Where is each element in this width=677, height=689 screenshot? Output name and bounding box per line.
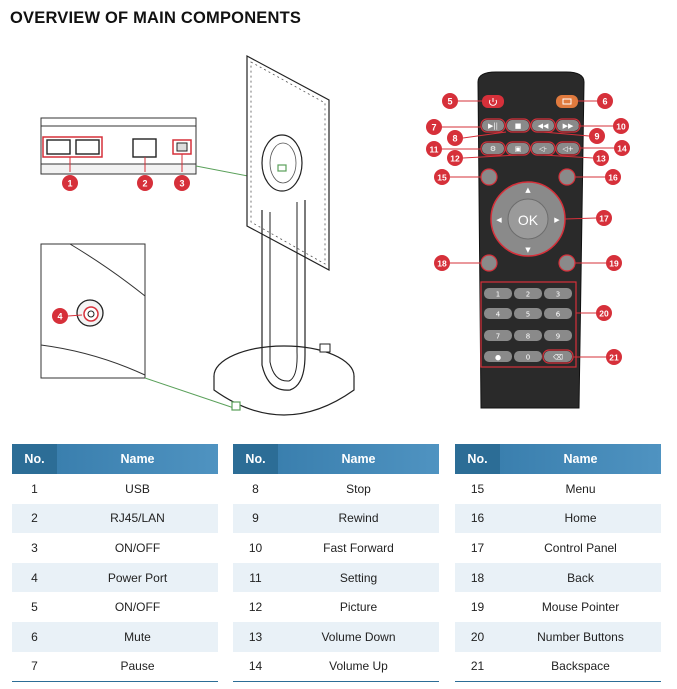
row-name: ON/OFF <box>57 592 218 622</box>
callout-15 <box>434 169 450 185</box>
row-name: Pause <box>57 652 218 682</box>
callout-10 <box>613 118 629 134</box>
svg-text:●: ● <box>494 353 502 362</box>
table-row <box>455 533 661 563</box>
column-header-no: No. <box>455 444 500 474</box>
callout-21 <box>606 349 622 365</box>
svg-text:▼: ▼ <box>525 246 531 254</box>
row-name: Number Buttons <box>500 622 661 652</box>
callout-7 <box>426 119 442 135</box>
table-row <box>233 563 439 593</box>
svg-text:18: 18 <box>437 258 447 269</box>
table-row <box>233 474 439 504</box>
row-number: 1 <box>12 474 57 504</box>
table-row <box>233 533 439 563</box>
svg-text:19: 19 <box>609 258 619 269</box>
remote-control <box>478 72 584 408</box>
callout-20 <box>596 305 612 321</box>
row-number: 12 <box>233 592 278 622</box>
callout-9 <box>589 128 605 144</box>
table-row <box>455 474 661 504</box>
svg-text:1: 1 <box>67 178 73 189</box>
svg-text:◀: ◀ <box>496 216 502 224</box>
svg-text:0: 0 <box>525 353 531 362</box>
row-name: Home <box>500 504 661 534</box>
row-number: 14 <box>233 652 278 682</box>
table-row <box>12 563 218 593</box>
row-number: 3 <box>12 533 57 563</box>
svg-text:◁-: ◁- <box>539 145 547 153</box>
row-name: Volume Up <box>278 652 439 682</box>
row-name: Control Panel <box>500 533 661 563</box>
table-row <box>12 533 218 563</box>
table-row <box>233 622 439 652</box>
svg-text:▣: ▣ <box>514 145 522 153</box>
row-name: ON/OFF <box>57 533 218 563</box>
row-name: Stop <box>278 474 439 504</box>
row-number: 9 <box>233 504 278 534</box>
svg-text:21: 21 <box>609 352 619 363</box>
svg-text:7: 7 <box>431 122 437 133</box>
row-name: Power Port <box>57 563 218 593</box>
rj45-port <box>133 139 156 157</box>
callout-2 <box>137 175 153 191</box>
table-row <box>233 652 439 682</box>
table-row <box>233 592 439 622</box>
components-table-2 <box>233 444 439 682</box>
svg-text:2: 2 <box>142 178 148 189</box>
svg-text:17: 17 <box>599 213 609 224</box>
table-row <box>455 592 661 622</box>
callout-17 <box>596 210 612 226</box>
svg-text:5: 5 <box>525 310 531 319</box>
svg-text:6: 6 <box>602 96 608 107</box>
svg-text:4: 4 <box>495 310 501 319</box>
row-name: Volume Down <box>278 622 439 652</box>
callout-1 <box>62 175 78 191</box>
svg-text:14: 14 <box>617 143 627 154</box>
row-name: Fast Forward <box>278 533 439 563</box>
callout-3 <box>174 175 190 191</box>
row-name: RJ45/LAN <box>57 504 218 534</box>
row-number: 21 <box>455 652 500 682</box>
svg-text:▶: ▶ <box>554 216 560 224</box>
svg-text:▶▶: ▶▶ <box>562 122 574 130</box>
port-panel-closeup <box>41 118 196 174</box>
callout-11 <box>426 141 442 157</box>
remote-menu-button <box>481 169 497 185</box>
svg-text:▲: ▲ <box>525 186 531 194</box>
svg-text:9: 9 <box>594 131 600 142</box>
svg-text:7: 7 <box>495 332 501 341</box>
table-row <box>233 504 439 534</box>
svg-text:⚙: ⚙ <box>489 145 497 153</box>
table-row <box>12 474 218 504</box>
remote-pointer-button <box>559 255 575 271</box>
column-header-name: Name <box>57 444 218 474</box>
remote-back-button <box>481 255 497 271</box>
row-name: Menu <box>500 474 661 504</box>
table-row <box>12 504 218 534</box>
table-row <box>455 563 661 593</box>
svg-text:⌫: ⌫ <box>553 353 563 362</box>
row-number: 7 <box>12 652 57 682</box>
row-number: 10 <box>233 533 278 563</box>
svg-text:12: 12 <box>450 153 460 164</box>
row-number: 15 <box>455 474 500 504</box>
row-number: 8 <box>233 474 278 504</box>
callout-6 <box>597 93 613 109</box>
svg-text:4: 4 <box>57 311 63 322</box>
callout-5 <box>442 93 458 109</box>
table-row <box>455 504 661 534</box>
components-table-1 <box>12 444 218 682</box>
row-number: 19 <box>455 592 500 622</box>
row-name: Setting <box>278 563 439 593</box>
row-number: 6 <box>12 622 57 652</box>
callout-4 <box>52 308 68 324</box>
svg-text:3: 3 <box>555 290 561 299</box>
row-number: 11 <box>233 563 278 593</box>
svg-text:13: 13 <box>596 153 606 164</box>
callout-13 <box>593 150 609 166</box>
row-name: Mouse Pointer <box>500 592 661 622</box>
svg-text:8: 8 <box>525 332 531 341</box>
callout-8 <box>447 130 463 146</box>
svg-text:20: 20 <box>599 308 609 319</box>
svg-text:▶||: ▶|| <box>487 122 499 130</box>
row-number: 5 <box>12 592 57 622</box>
row-number: 13 <box>233 622 278 652</box>
svg-text:2: 2 <box>525 290 531 299</box>
page-title: OVERVIEW OF MAIN COMPONENTS <box>10 9 302 27</box>
table-row <box>12 592 218 622</box>
svg-text:9: 9 <box>555 332 561 341</box>
column-header-name: Name <box>500 444 661 474</box>
row-number: 4 <box>12 563 57 593</box>
table-row <box>455 652 661 682</box>
callout-12 <box>447 150 463 166</box>
power-switch <box>177 143 187 151</box>
svg-text:5: 5 <box>447 96 453 107</box>
column-header-no: No. <box>12 444 57 474</box>
remote-mute-button <box>556 95 578 108</box>
svg-text:■: ■ <box>514 122 522 130</box>
row-number: 18 <box>455 563 500 593</box>
callout-18 <box>434 255 450 271</box>
usb-port-1 <box>47 140 70 154</box>
svg-text:8: 8 <box>452 133 458 144</box>
svg-text:16: 16 <box>608 172 618 183</box>
svg-text:6: 6 <box>555 310 561 319</box>
svg-text:11: 11 <box>429 144 439 155</box>
usb-port-2 <box>76 140 99 154</box>
table-row <box>12 652 218 682</box>
row-name: USB <box>57 474 218 504</box>
row-name: Mute <box>57 622 218 652</box>
table-row <box>12 622 218 652</box>
row-number: 2 <box>12 504 57 534</box>
svg-text:3: 3 <box>179 178 185 189</box>
row-name: Rewind <box>278 504 439 534</box>
callout-19 <box>606 255 622 271</box>
row-number: 16 <box>455 504 500 534</box>
svg-text:15: 15 <box>437 172 447 183</box>
row-name: Back <box>500 563 661 593</box>
svg-text:◁+: ◁+ <box>562 145 574 153</box>
svg-text:1: 1 <box>495 290 501 299</box>
column-header-name: Name <box>278 444 439 474</box>
svg-text:◀◀: ◀◀ <box>537 122 549 130</box>
column-header-no: No. <box>233 444 278 474</box>
row-name: Picture <box>278 592 439 622</box>
remote-home-button <box>559 169 575 185</box>
callout-14 <box>614 140 630 156</box>
row-number: 17 <box>455 533 500 563</box>
table-row <box>455 622 661 652</box>
svg-text:10: 10 <box>616 121 626 132</box>
monitor-stand-drawing <box>214 56 354 415</box>
remote-ok-label: OK <box>517 212 539 228</box>
components-table-3 <box>455 444 661 682</box>
callout-16 <box>605 169 621 185</box>
row-name: Backspace <box>500 652 661 682</box>
row-number: 20 <box>455 622 500 652</box>
